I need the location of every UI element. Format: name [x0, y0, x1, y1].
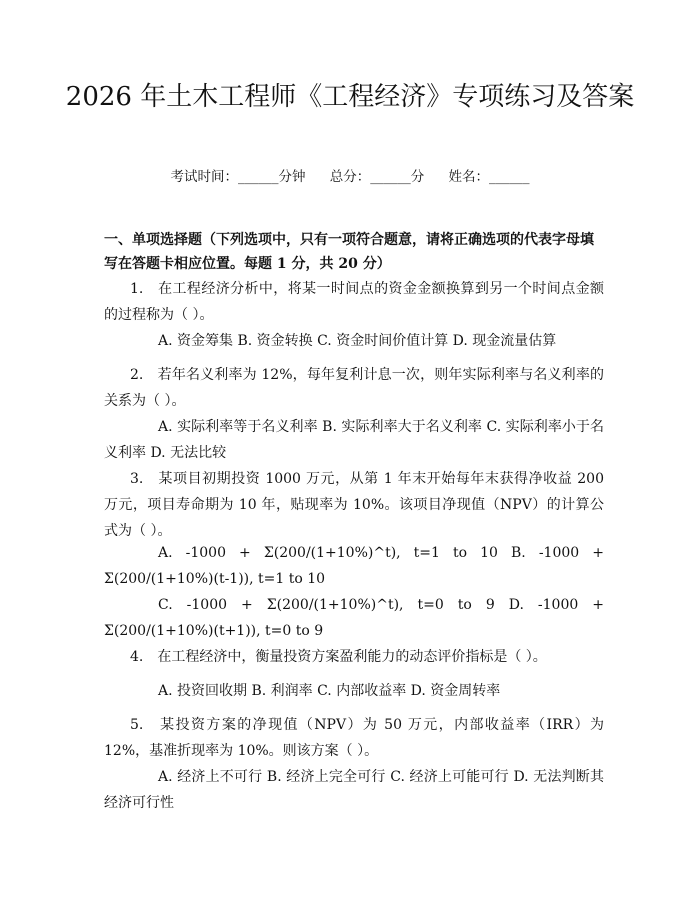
question-5-options: A. 经济上不可行 B. 经济上完全可行 C. 经济上可能可行 D. 无法判断其经济可行性 — [104, 769, 604, 811]
question-4: 4. 在工程经济中，衡量投资方案盈利能力的动态评价指标是（ ）。 — [130, 649, 547, 665]
student-name: 姓名：______ — [448, 169, 530, 185]
exam-meta — [0, 167, 700, 187]
question-3-options-cd: C. -1000 + Σ(200/(1+10%)^t), t=0 to 9 D. -1000 + Σ(200/(1+10%)(t+1)), t=0 to 9 — [104, 597, 604, 639]
document-title: 2026 年土木工程师《工程经济》专项练习及答案 — [65, 82, 635, 112]
question-5: 5. 某投资方案的净现值（NPV）为 50 万元，内部收益率（IRR）为 12%，基准折现率为 10%。则该方案（ ）。 — [104, 717, 604, 759]
question-3-options-ab: A. -1000 + Σ(200/(1+10%)^t), t=1 to 10 B. -1000 + Σ(200/(1+10%)(t-1)), t=1 to 10 — [104, 545, 604, 587]
question-4-options: A. 投资回收期 B. 利润率 C. 内部收益率 D. 资金周转率 — [158, 683, 501, 699]
question-3: 3. 某项目初期投资 1000 万元，从第 1 年末开始每年末获得净收益 200 万元，项目寿命期为 10 年，贴现率为 10%。该项目净现值（NPV）的计算公式为（ ）。 — [104, 471, 604, 539]
section-heading: 一、单项选择题（下列选项中，只有一项符合题意，请将正确选项的代表字母填写在答题卡相应位置。每题 1 分，共 20 分） — [104, 232, 594, 272]
question-2: 2. 若年名义利率为 12%，每年复利计息一次，则年实际利率与名义利率的关系为（ ）。 — [104, 367, 604, 409]
exam-time: 考试时间：______分钟 — [170, 169, 306, 185]
question-2-options: A. 实际利率等于名义利率 B. 实际利率大于名义利率 C. 实际利率小于名义利率 D. 无法比较 — [104, 419, 604, 461]
question-1: 1. 在工程经济分析中，将某一时间点的资金金额换算到另一个时间点金额的过程称为（ ）。 — [104, 281, 604, 323]
question-1-options: A. 资金筹集 B. 资金转换 C. 资金时间价值计算 D. 现金流量估算 — [158, 333, 557, 349]
exam-total-score: 总分：______分 — [329, 169, 425, 185]
